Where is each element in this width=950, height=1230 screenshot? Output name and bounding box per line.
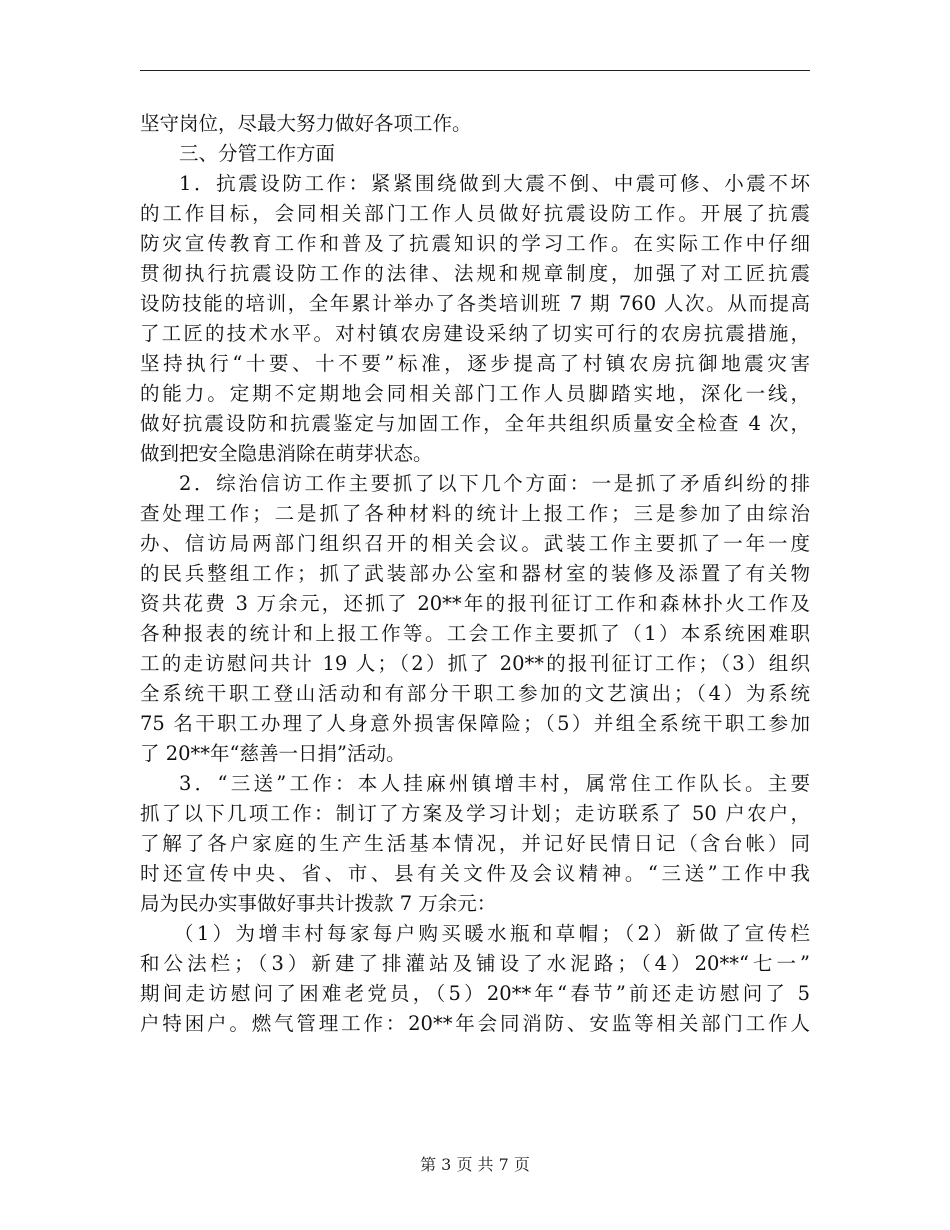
body-line: 资共花费 3 万余元，还抓了 20**年的报刊征订工作和森林扑火工作及 bbox=[140, 592, 810, 615]
body-line: 2．综治信访工作主要抓了以下几个方面：一是抓了矛盾纠纷的排 bbox=[179, 472, 810, 495]
body-line: 了 20**年“慈善一日捐”活动。 bbox=[140, 742, 406, 765]
body-line: 1．抗震设防工作：紧紧围绕做到大震不倒、中震可修、小震不坏 bbox=[179, 172, 810, 195]
body-line: 抓了以下几项工作：制订了方案及学习计划；走访联系了 50 户农户， bbox=[140, 802, 810, 825]
body-line: 的能力。定期不定期地会同相关部门工作人员脚踏实地，深化一线， bbox=[140, 382, 810, 405]
body-line: 了解了各户家庭的生产生活基本情况，并记好民情日记（含台帐）同 bbox=[140, 832, 810, 855]
body-line: 全系统干职工登山活动和有部分干职工参加的文艺演出；（4）为系统 bbox=[140, 682, 810, 705]
body-line: 设防技能的培训，全年累计举办了各类培训班 7 期 760 人次。从而提高 bbox=[140, 292, 810, 315]
body-line: 做到把安全隐患消除在萌芽状态。 bbox=[140, 442, 433, 465]
body-line: 办、信访局两部门组织召开的相关会议。武装工作主要抓了一年一度 bbox=[140, 532, 810, 555]
body-line: 防灾宣传教育工作和普及了抗震知识的学习工作。在实际工作中仔细 bbox=[140, 232, 810, 255]
body-line: 75 名干职工办理了人身意外损害保障险；（5）并组全系统干职工参加 bbox=[140, 712, 810, 735]
body-line: 各种报表的统计和上报工作等。工会工作主要抓了（1）本系统困难职 bbox=[140, 622, 810, 645]
body-line: 户特困户。燃气管理工作：20**年会同消防、安监等相关部门工作人 bbox=[140, 1012, 810, 1035]
body-line: 3．“三送”工作：本人挂麻州镇增丰村，属常住工作队长。主要 bbox=[179, 772, 810, 795]
body-line: 做好抗震设防和抗震鉴定与加固工作，全年共组织质量安全检查 4 次， bbox=[140, 412, 810, 435]
document-body bbox=[140, 109, 810, 1039]
body-line: 时还宣传中央、省、市、县有关文件及会议精神。“三送”工作中我 bbox=[140, 862, 810, 885]
header-rule bbox=[140, 70, 810, 71]
body-line: 查处理工作；二是抓了各种材料的统计上报工作；三是参加了由综治 bbox=[140, 502, 810, 525]
body-line: 局为民办实事做好事共计拨款 7 万余元： bbox=[140, 892, 497, 915]
body-line: 坚持执行“十要、十不要”标准，逐步提高了村镇农房抗御地震灾害 bbox=[140, 352, 810, 375]
body-line: 期间走访慰问了困难老党员，（5）20**年“春节”前还走访慰问了 5 bbox=[140, 982, 810, 1005]
body-line: 坚守岗位，尽最大努力做好各项工作。 bbox=[140, 112, 472, 135]
body-line: （1）为增丰村每家每户购买暖水瓶和草帽；（2）新做了宣传栏 bbox=[174, 922, 810, 945]
body-line: 工的走访慰问共计 19 人；（2）抓了 20**的报刊征订工作；（3）组织 bbox=[140, 652, 810, 675]
section-heading: 三、分管工作方面 bbox=[179, 142, 336, 165]
page-number: 第 3 页 共 7 页 bbox=[420, 1155, 530, 1174]
body-line: 的民兵整组工作；抓了武装部办公室和器材室的装修及添置了有关物 bbox=[140, 562, 810, 585]
body-line: 的工作目标，会同相关部门工作人员做好抗震设防工作。开展了抗震 bbox=[140, 202, 810, 225]
body-line: 贯彻执行抗震设防工作的法律、法规和规章制度，加强了对工匠抗震 bbox=[140, 262, 810, 285]
body-line: 和公法栏；（3）新建了排灌站及铺设了水泥路；（4）20**“七一” bbox=[140, 952, 810, 975]
body-line: 了工匠的技术水平。对村镇农房建设采纳了切实可行的农房抗震措施， bbox=[140, 322, 810, 345]
